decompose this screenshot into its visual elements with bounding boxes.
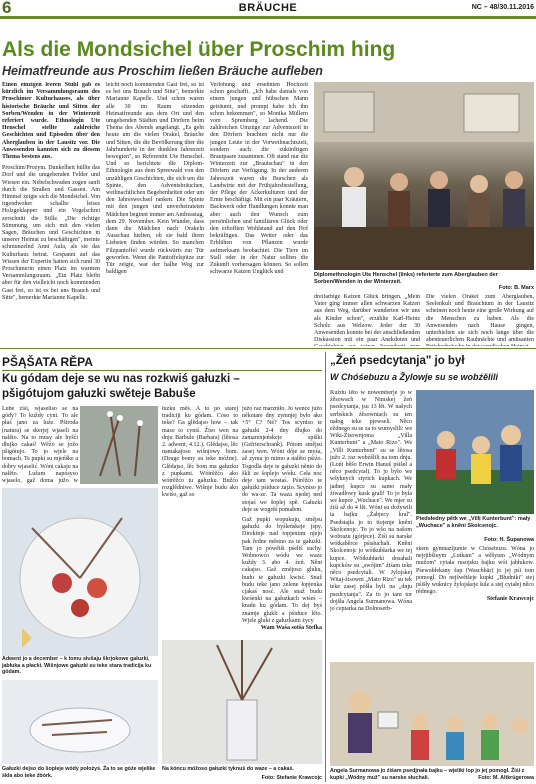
article2-column-3	[242, 406, 322, 634]
article3-photo-kita-caption	[416, 516, 534, 544]
seminar-illustration	[314, 82, 534, 270]
article2-author: Wam Waša sotša Stefka	[260, 625, 322, 632]
article2-photo-vase-caption	[162, 766, 322, 782]
article1-photo	[314, 82, 534, 270]
article2-column-1: Lube źiśi, wjaseliso se na gódy? To kuždy cyni. To ale płaś jano za luźe. Pširoda (natura) se skerjej wjaseli na nalěto. Na to musy ale hyšći dłujko cakaś! Wěźo se jožo pšigótujo. To jo wjele na bomach. Te pupki su mjeńške a dobry wjaselić. Wóni cakaju na nalěto. Lužam napósyso wjaselo, gaž doma južo w	[2, 406, 78, 484]
article2-section: PŠĄŠATA RĚPA	[2, 355, 93, 369]
article2-title-line1: Ku gódam deje se wu nas rozkwiś gałuzki –	[2, 373, 240, 385]
article1-col1-body: Proschim/Prozym. Dunkelheit hüllte das Dorf und die umgebenden Felder und Wiesen ein. Nebelschwaden zogen sanft durch die Straßen und Gassen. Am Himmel zeigte sich die Mondsichel. Von irgendwoher schallte leises Holzgeklapper und ein Vogelschrei zerschnitt die Stille. „Die richtige Stimmung, um sich mit den vielen Sagen, Bräuchen und Geschichten in unserer Heimat zu beschäftigen", meinte schmunzelnd Anni Aula, als sie das Kulturhaus betrat. Gespannt auf das Wissen der Expertin hatten sich rund 30 Proschimerin einen Platz im warmen Versammlungsraum. „Ein Platz bleibt aber für den vielleicht noch kommenden Gast frei, so ist es bei uns Brauch und Sitte", bemerkte Marianne Kapelle.	[2, 165, 100, 301]
branch-bowl-illustration	[80, 406, 158, 484]
article1-col5-body: Die vielen Orakel zum Aberglauben, Seelenkult und Brauchtum in der Lausitz scheinen noch heute eine große Wirkung auf die Menschen zu haben. Als die Anwesenden nach Hause gingen, unterhielten sie sich noch lange über die abenteuerlichen Rauhnächte und amüsanten	[426, 294, 534, 344]
section-title: BRÄUCHE	[238, 2, 298, 14]
article3-col2-body: skem gymnazijumie w Chóśebuzu. Wóna jo nejrjibšiuym „Lutkam" a wěšyum „Wódnym mužom" cytała rusojsku bajku wót jabłukow. Pśewobłekany šup (Waschbär) jo jej pśi tom pomogł. Do nejšwětšeje kupki „Błudniki" stej pśišły wuknicy žylojskeje šule a stej cytałej něco rědnego.	[416, 546, 534, 596]
issue-info: NC – 48/30.11.2016	[471, 4, 534, 11]
article2-photo-tray	[2, 488, 158, 656]
page-number: 6	[2, 0, 12, 17]
article2-column-2: łuzku měś. A to pó starej tradiciji ku gódam. Coso to teke? Ga glědajso how – tak maso to cyniś. Źiso wen na dnju Barbule (Barbara) (lětosa 2. adwent, 4.12.). Glědajso, lěc namakajoso wišnjowy bom. (Druge bomy su teke móžne). Glědajso, lěc bom ma gałuzku z pupkami. Wótrěžćo ako wótrěžćo tu gałuzku. Bužćo rozglědniwe. Wišnje budu ako kwiśo, gaž so	[162, 406, 238, 499]
article2-photo-tray-caption: Adwent jo a december – k tomu słušaju škrjokowe gałuzki, jabłuka a płacki. Wišnjowe gałuzki su teke stara tradicija ku gódam.	[2, 656, 152, 676]
article3-title: „Žeń psedcytanja" jo był	[330, 355, 465, 367]
article1-column-1	[2, 82, 100, 342]
article1-photo-credit: Foto: B. Marx	[498, 285, 534, 292]
article3-author: Stefanie Krawcojc	[486, 596, 534, 603]
article2-photo-bowl	[80, 406, 158, 484]
article2-photo-vase	[162, 640, 322, 764]
article2-photo-glass-caption: Gałuzki dejso do šopleje wódy położyś. Źa to se góźe wjelike śkla abo teke źbórk.	[2, 766, 156, 779]
article3-photo-class-caption	[330, 768, 534, 782]
article3-column-2	[416, 546, 534, 662]
article1-column-2: leicht noch kommenden Gast frei, so ist es bei uns Brauch und Sitte", bemerkte Marianne Kapelle. Und schon waren alle 30 im Raum sitzenden Heimatfreunde aus dem Ort und den umgebenden Städten und Dörfern beim Thema des Abends angelangt. „Es geht heute um die vielen Orakel, Bräuche und Sitten, die die Bevölkerung über die Jahrhunderte in der dunklen Jahreszeit bewegten", so Referentin Ute Henschel. Und so berichtete die Diplom-Ethnologin aus dem Spreewald von den unzähligen Geschichten, die sich um die Spinte, den Adventsbräuchen, weihnachtlichen Begebenheiten oder um den Jahreswechsel ranken. Die Spinte mit den jungen und unverheirateten Mädchen beginnt immer am Andreastag, dem 29. November. Kein Wunder, dass dann die Mädchen nach Orakeln Ausschau hielten, ob sie bald ihren Liebsten finden würden. So manchen Filzpantoffel wurde rückwärts zur Tür geworfen. Wenn die Pantoffelspitze zur Tür zeigte, war der halbe Weg zur baldigen	[106, 82, 204, 276]
article3-kita-caption-text: Piedsłedny pětk we „Villi Kunterbunt": mały „Wuchace" a kněni Skolcenojc.	[416, 516, 531, 529]
page-header	[0, 0, 536, 19]
article1-column-3: Verlobung und ersehnten Hochzeit schon geschafft. „Ich habe damals von einem jungen und hübschen Mann geträumt, und prompt habe ich ihn schon bekommen", so Monika Müllern vom Spremberg lachend. Die zahlreichen Umzüge zur Adventszeit in den Dörfern brachten nicht nur die jungen Leute in der Vorweihnachtszeit, sondern auch die zukünftigen Brautpaare zusammen. Oft stand nur die Winterzeit zur „Brautschau" in den Dörfern zur Verfügung. In der anderen Jahreszeit waren die Burschen als Landwirte mit der Frühjahrsbestellung, der Pflege der Ackerkulturen und der Ernte beschäftigt. Mit ein paar Kräutern, Backwerk oder Handlungen konnte man aber auch den Wunsch zum persönlichen und familiären Glück oder den erhofften Wohlstand auf den Hof bekräftigen. Das Wetter oder das Erblühen von Pflanzen wurde aufmerksam beobachtet. Die Tiere im Stall oder in der Natur sollten die Zukunft vorhersagen können. So sollen schwarze Katzen Unglück und	[210, 82, 308, 276]
article2-photo-credit: Foto: Stefanie Krawcojc	[261, 775, 322, 782]
article3-photo-class	[330, 662, 534, 766]
article3-photo-kita	[416, 390, 534, 514]
article1-lead: Einen einzigen leeren Stuhl gab es kürzlich im Versammlungsraum des Proschimer Kulturhauses, als über historische Bräuche und Sitten der Sorben/Wenden in der Winterzeit referiert wurde. Ethnologin Ute Henschel stellte zahlreiche Geschichten und Episoden über den Aberglauben in der Lausitz vor. Die Anwesenden kannten sich zu diesem Thema bestens aus.	[2, 82, 100, 161]
vase-illustration	[162, 640, 322, 764]
article2-col3-body: južo raz marzniło. Jo wence južo někotare dny zymnjej było ako +5° C? Né? Tos scyniso te gałuzki 2-4 dny dlujko do zamarznjeńskeje spiški (Gefrierschrank). Pótom smějsu zasej wen. Wóni dóje se myśa, až zymu jo mimo a nalěto pśiźo. Togodla deje te gałuzki něnto do škli ze šoplejo wódu. Ceła noc deje tam wostaś. Pśiréžćo te gałuzki pśiduce zajźo. Scyniso jo do wa-ze. Ta waza njedej ned stojaś we šoplej spě. Gałuzki deje se wogrěś pomałem.	[242, 406, 322, 513]
class-reading-illustration	[330, 662, 534, 766]
column-divider	[325, 352, 326, 782]
christmas-tray-illustration	[2, 488, 158, 656]
article3-photo1-credit: Foto: H. Šupanowa	[484, 537, 534, 544]
article2-rule	[2, 370, 322, 371]
children-reading-illustration	[416, 390, 534, 514]
section-divider	[0, 348, 536, 349]
article2-vase-caption-text: Na kóncu móžoso gałuzki tyknuś do waze – a cakaś.	[162, 766, 294, 772]
article1-caption-text: Diplomethnologin Ute Henschel (links) referierte zum Aberglauben der Sorben/Wenden in der Winterzeit.	[314, 272, 498, 285]
article3-class-caption-text: Angela Surmanowa jo źiśam psedjnała bajku – wjeliki lop jo jej pomogł. Źiśi z kupki „Wódny muž" su narske słuchali.	[330, 768, 525, 781]
article1-column-4: dreifarbige Katzen Glück bringen. „Mein Vater ging immer allen schwarzen Katzen aus dem Weg, darüber wunderten wir uns als Kinder schon", erzählte Karl-Heinz Scholz aus Welzow. Jeder der 30 Anwesenden konnte bei der anschließenden Diskussion mit ein paar Anekdoten und	[314, 294, 420, 344]
article2-photo-glass	[2, 680, 158, 764]
article3-column-1: Kuždu lěto w nowemberje jo w źěsowach w Nimskej žeń psedcytanja, jsu 13 lět. W našych serbskich źěsowniach su ten nałog teke pjewseli. Něco eždnego su se za to wumyslili: we Wiki-Źisownjoma „Villa Kunterbunt" a „Mato Rizo". We „Villi Kunterbunt" su se lětosa južo 2. raz wobźělili na tom dnju. (Lońi běšo Erwin Hanuš pśišeł a něco psedcytał). To jo było we wšyknych styrich kupkach. We jadnej kupce su samo mały źiwadłowy kusk grali! To jo była we kupce „Wuchace". We mjer su źiśi až do 4 lět. Wóni su dožywili ta bajku „Žabjecy kral". Psedstajła jo to tiojenje kněni Skolcenojc. To jo wšo na našom wobrazu (górjece). Źiśi su narske wótkaběrce pśisłuchali. Kněni Skolcenojc jo wótkubłarka we tej kupce. Wótkubłarki dosahali kupcków su „swójim" źiśam teke něco psedcytali. W Jylojskej Witaj-źisowni „Mato Rizo" su tek teke zasej póšła byli na „dnju psedcytanja". Za to jo tam tor dojšła Angela Surmanowa. Wóna jo ceptarka na Dolnoserb-	[330, 390, 412, 613]
article2-col3b-body: Gaž pupki wopukuju, smějsu gałuzki do byśleńskeje jspy. Direktnje nad topjeniim njejo pak ředne městno za te gałuzki. Tam jo pówětši pśeliš suchy. Wobnowćo wódu we waze kuždy 3. abo 4. źeń. Něnt cakajso. Gaž změjoso gluku, budu te gałuzki kwisć. Snaž budu teke jano zelene łopjenka cjakaś nosć. Ale snaž budu kwśenki na gałuzkach wiśeś – kradu ku gódam. To dej byś znamje glukli a pśiduce lěto. Wjele gluki z gałuzkami życy	[242, 517, 322, 624]
article1-photo-caption	[314, 272, 534, 292]
glass-bowl-illustration	[2, 680, 158, 764]
article1-column-5	[426, 294, 534, 346]
article3-photo2-credit: Foto: M. Altkrügerowa	[478, 775, 534, 782]
article1-title: Als die Mondsichel über Proschim hing	[2, 38, 396, 61]
article3-subtitle: W Chóśebuzu a Žylowje su se wobźělili	[330, 372, 499, 382]
article1-subtitle: Heimatfreunde aus Proschim ließen Bräuche aufleben	[2, 64, 323, 78]
article2-title-line2: pšigótujom gałuzki swěteje Babuše	[2, 388, 196, 400]
